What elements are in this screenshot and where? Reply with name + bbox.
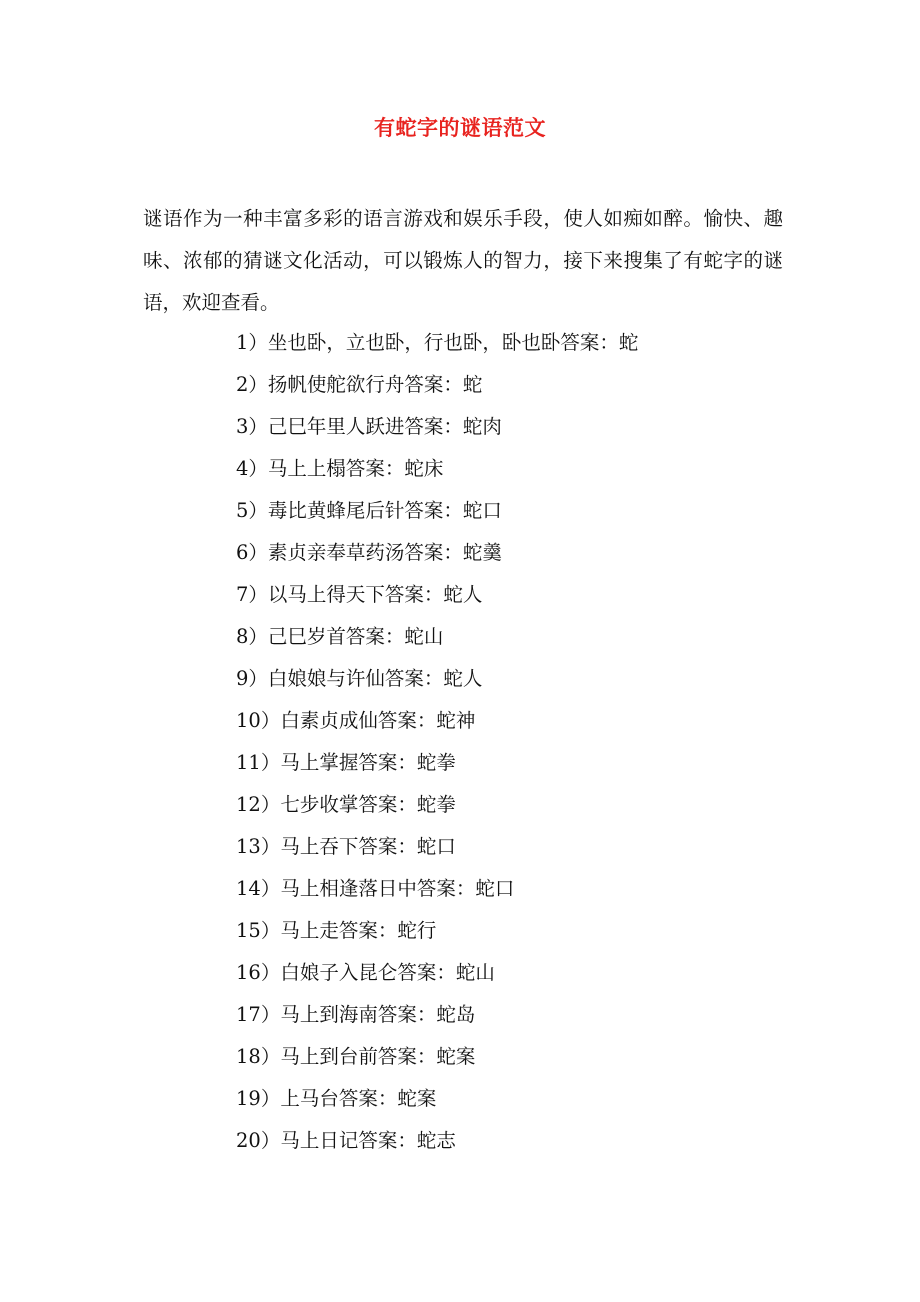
intro-paragraph: 谜语作为一种丰富多彩的语言游戏和娱乐手段，使人如痴如醉。愉快、趣味、浓郁的猜谜文化活动，可以锻炼人的智力，接下来搜集了有蛇字的谜语，欢迎查看。 xyxy=(143,207,783,314)
riddle-item: 9）白娘娘与许仙答案：蛇人 xyxy=(236,667,483,690)
riddle-item: 10）白素贞成仙答案：蛇神 xyxy=(236,709,476,732)
riddle-item: 4）马上上榻答案：蛇床 xyxy=(236,457,444,480)
riddle-item: 2）扬帆使舵欲行舟答案：蛇 xyxy=(236,373,483,396)
riddle-item: 5）毒比黄蜂尾后针答案：蛇口 xyxy=(236,499,502,522)
riddle-item: 8）己巳岁首答案：蛇山 xyxy=(236,625,444,648)
riddle-item: 13）马上吞下答案：蛇口 xyxy=(236,835,456,858)
riddle-item: 3）己巳年里人跃进答案：蛇肉 xyxy=(236,415,502,438)
riddle-list xyxy=(236,322,638,1162)
riddle-item: 11）马上掌握答案：蛇拳 xyxy=(236,751,456,774)
riddle-item: 18）马上到台前答案：蛇案 xyxy=(236,1045,476,1068)
riddle-item: 6）素贞亲奉草药汤答案：蛇羹 xyxy=(236,541,502,564)
riddle-item: 19）上马台答案：蛇案 xyxy=(236,1087,437,1110)
document-title: 有蛇字的谜语范文 xyxy=(374,115,546,140)
riddle-item: 20）马上日记答案：蛇志 xyxy=(236,1129,456,1152)
riddle-item: 14）马上相逢落日中答案：蛇口 xyxy=(236,877,515,900)
riddle-item: 1）坐也卧，立也卧，行也卧，卧也卧答案：蛇 xyxy=(236,331,639,354)
riddle-item: 16）白娘子入昆仑答案：蛇山 xyxy=(236,961,495,984)
riddle-item: 17）马上到海南答案：蛇岛 xyxy=(236,1003,476,1026)
riddle-item: 7）以马上得天下答案：蛇人 xyxy=(236,583,483,606)
riddle-item: 12）七步收掌答案：蛇拳 xyxy=(236,793,456,816)
riddle-item: 15）马上走答案：蛇行 xyxy=(236,919,437,942)
